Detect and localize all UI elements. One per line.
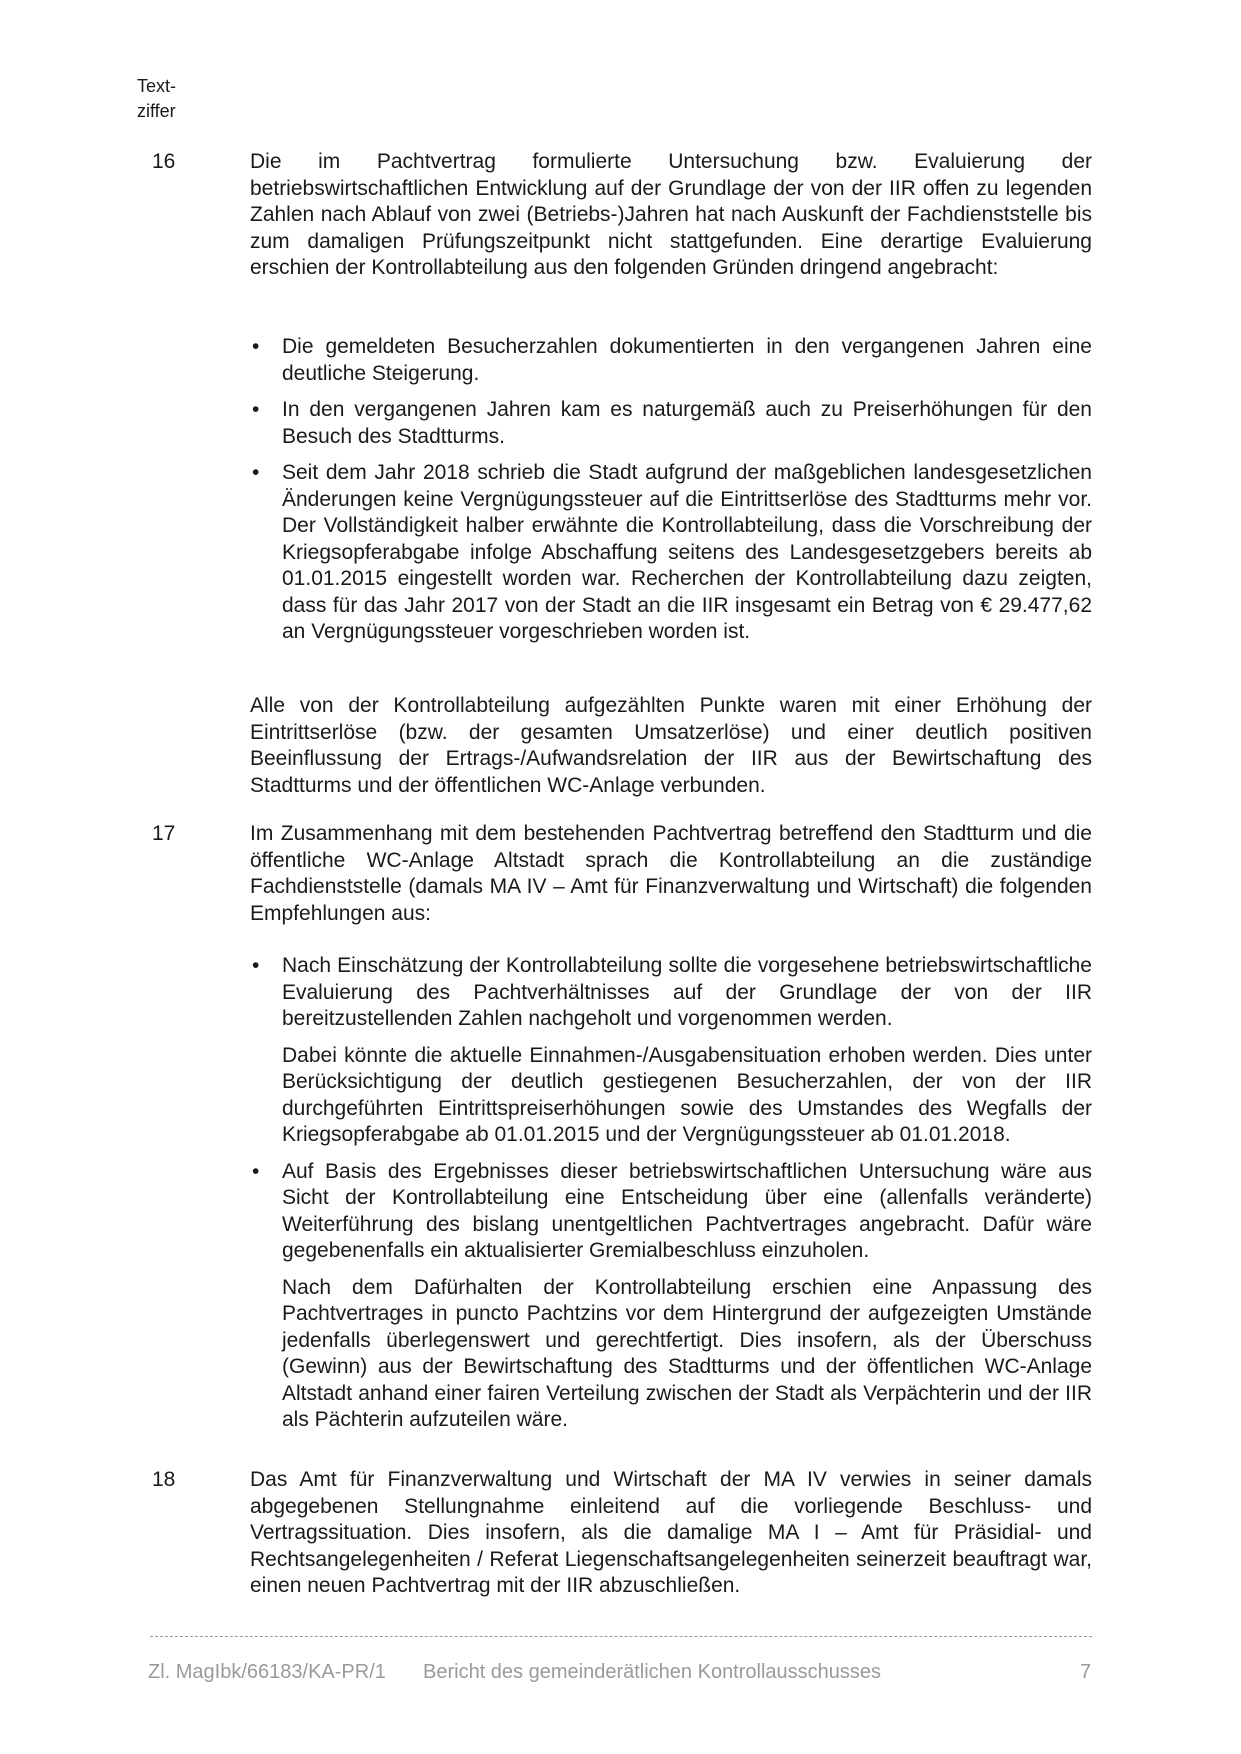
bullet-text: Seit dem Jahr 2018 schrieb die Stadt aufgrund der maßgeblichen landesgesetzlichen Änderungen keine Vergnügungssteuer auf die Eintrittserlöse des Stadtturms mehr vor. Der Vollständigkeit halber erwähnte die Kontrollabteilung, dass die Vorschreibung der Kriegsopferabgabe infolge Abschaffung seitens des Landesgesetzgebers bereits ab 01.01.2015 eingestellt worden war. Recherchen der Kontrollabteilung dazu zeigten, dass für das Jahr 2017 von der Stadt an die IIR insgesamt ein Betrag von € 29.477,62 an Vergnügungssteuer vorgeschrieben worden ist. xyxy=(282,461,1092,643)
bullet-list xyxy=(250,334,1092,646)
paragraph-intro: Im Zusammenhang mit dem bestehenden Pachtvertrag betreffend den Stadtturm und die öffentliche WC-Anlage Altstadt sprach die Kontrollabteilung an die zuständige Fachdienststelle (damals MA IV – Amt für Finanzverwaltung und Wirtschaft) die folgenden Empfehlungen aus: xyxy=(250,822,1092,925)
bullet-text: Auf Basis des Ergebnisses dieser betriebswirtschaftlichen Untersuchung wäre aus Sicht der Kontrollabteilung eine Entscheidung über eine (allenfalls veränderte) Weiterführung des bislang unentgeltlichen Pachtvertrages angebracht. Dafür wäre gegebenenfalls ein aktualisierter Gremialbeschluss einzuholen. xyxy=(282,1159,1092,1262)
footer-title: Bericht des gemeinderätlichen Kontrollausschusses xyxy=(423,1661,882,1683)
bullet-subtext: Dabei könnte die aktuelle Einnahmen-/Ausgabensituation erhoben werden. Dies unter Berücksichtigung der deutlich gestiegenen Besucherzahlen, der von der IIR durchgeführten Eintrittspreiserhöhungen sowie des Umstandes des Wegfalls der Kriegsopferabgabe ab 01.01.2015 und der Vergnügungssteuer ab 01.01.2018. xyxy=(282,1043,1092,1146)
list-item: • Seit dem Jahr 2018 schrieb die Stadt aufgrund der maßgeblichen landesgesetzlichen Änderungen keine Vergnügungssteuer auf die Eintrittserlöse des Stadtturms mehr vor. Der Vollständigkeit halber erwähnte die Kontrollabteilung, dass die Vorschreibung der Kriegsopferabgabe infolge Abschaffung seitens des Landesgesetzgebers bereits ab 01.01.2015 eingestellt worden war. Recherchen der Kontrollabteilung dazu zeigten, dass für das Jahr 2017 von der Stadt an die IIR insgesamt ein Betrag von € 29.477,62 an Vergnügungssteuer vorgeschrieben worden ist. xyxy=(252,461,1092,643)
bullet-list xyxy=(250,953,1092,1434)
margin-header xyxy=(137,74,176,124)
bullet-text: Nach Einschätzung der Kontrollabteilung sollte die vorgesehene betriebswirtschaftliche Evaluierung des Pachtverhältnisses auf der Grundlage der von der IIR bereitzustellenden Zahlen nachgeholt und vorgenommen werden. xyxy=(282,954,1092,1030)
paragraph-intro: Die im Pachtvertrag formulierte Untersuchung bzw. Evaluierung der betriebswirtschaftlichen Entwicklung auf der Grundlage der von der IIR offen zu legenden Zahlen nach Ablauf von zwei (Betriebs-)Jahren hat nach Auskunft der Fachdienststelle bis zum damaligen Prüfungszeitpunkt nicht stattgefunden. Eine derartige Evaluierung erschien der Kontrollabteilung aus den folgenden Gründen dringend angebracht: xyxy=(250,150,1092,279)
paragraph-intro: Das Amt für Finanzverwaltung und Wirtschaft der MA IV verwies in seiner damals abgegebenen Stellungnahme einleitend auf die vorliegende Beschluss- und Vertragssituation. Dies insofern, als die damalige MA I – Amt für Präsidial- und Rechtsangelegenheiten / Referat Liegenschaftsangelegenheiten seinerzeit beauftragt war, einen neuen Pachtvertrag mit der IIR abzuschließen. xyxy=(250,1468,1092,1597)
paragraph-number: 17 xyxy=(152,822,176,845)
list-item: • Nach Einschätzung der Kontrollabteilung sollte die vorgesehene betriebswirtschaftliche Evaluierung des Pachtverhältnisses auf der Grundlage der von der IIR bereitzustellenden Zahlen nachgeholt und vorgenommen werden. Dabei könnte die aktuelle Einnahmen-/Ausgabensituation erhoben werden. Dies unter Berücksichtigung der deutlich gestiegenen Besucherzahlen, der von der IIR durchgeführten Eintrittspreiserhöhungen sowie des Umstandes des Wegfalls der Kriegsopferabgabe ab 01.01.2015 und der Vergnügungssteuer ab 01.01.2018. xyxy=(250,953,1092,1149)
paragraph-number: 16 xyxy=(152,150,176,173)
list-item: • Die gemeldeten Besucherzahlen dokumentierten in den vergangenen Jahren eine deutliche Steigerung. xyxy=(252,335,1092,385)
bullet-text: In den vergangenen Jahren kam es naturgemäß auch zu Preiserhöhungen für den Besuch des Stadtturms. xyxy=(282,398,1092,448)
footer-reference: Zl. MagIbk/66183/KA-PR/1 xyxy=(148,1661,386,1683)
bullet-text: Die gemeldeten Besucherzahlen dokumentierten in den vergangenen Jahren eine deutliche Steigerung. xyxy=(282,335,1092,385)
list-item: • Auf Basis des Ergebnisses dieser betriebswirtschaftlichen Untersuchung wäre aus Sicht der Kontrollabteilung eine Entscheidung über eine (allenfalls veränderte) Weiterführung des bislang unentgeltlichen Pachtvertrages angebracht. Dafür wäre gegebenenfalls ein aktualisierter Gremialbeschluss einzuholen. Nach dem Dafürhalten der Kontrollabteilung erschien eine Anpassung des Pachtvertrages in puncto Pachtzins vor dem Hintergrund der aufgezeigten Umstände jedenfalls überlegenswert und gerechtfertigt. Dies insofern, als der Überschuss (Gewinn) aus der Bewirtschaftung des Stadtturms und der öffentlichen WC-Anlage Altstadt anhand einer fairen Verteilung zwischen der Stadt als Verpächterin und der IIR als Pächterin aufzuteilen wäre. xyxy=(250,1159,1092,1434)
margin-header-line2: ziffer xyxy=(137,101,176,121)
paragraph-closing: Alle von der Kontrollabteilung aufgezählten Punkte waren mit einer Erhöhung der Eintrittserlöse (bzw. der gesamten Umsatzerlöse) und einer deutlich positiven Beeinflussung der Ertrags-/Aufwandsrelation der IIR aus der Bewirtschaftung des Stadtturms und der öffentlichen WC-Anlage verbunden. xyxy=(250,694,1092,797)
paragraph-number: 18 xyxy=(152,1468,176,1491)
footer-page-number: 7 xyxy=(1080,1661,1092,1683)
margin-header-line1: Text- xyxy=(137,76,177,96)
bullet-subtext: Nach dem Dafürhalten der Kontrollabteilung erschien eine Anpassung des Pachtvertrages in puncto Pachtzins vor dem Hintergrund der aufgezeigten Umstände jedenfalls überlegenswert und gerechtfertigt. Dies insofern, als der Überschuss (Gewinn) aus der Bewirtschaftung des Stadtturms und der öffentlichen WC-Anlage Altstadt anhand einer fairen Verteilung zwischen der Stadt als Verpächterin und der IIR als Pächterin aufzuteilen wäre. xyxy=(282,1275,1092,1431)
list-item: • In den vergangenen Jahren kam es naturgemäß auch zu Preiserhöhungen für den Besuch des Stadtturms. xyxy=(252,398,1092,448)
footer-divider xyxy=(150,1636,1092,1637)
